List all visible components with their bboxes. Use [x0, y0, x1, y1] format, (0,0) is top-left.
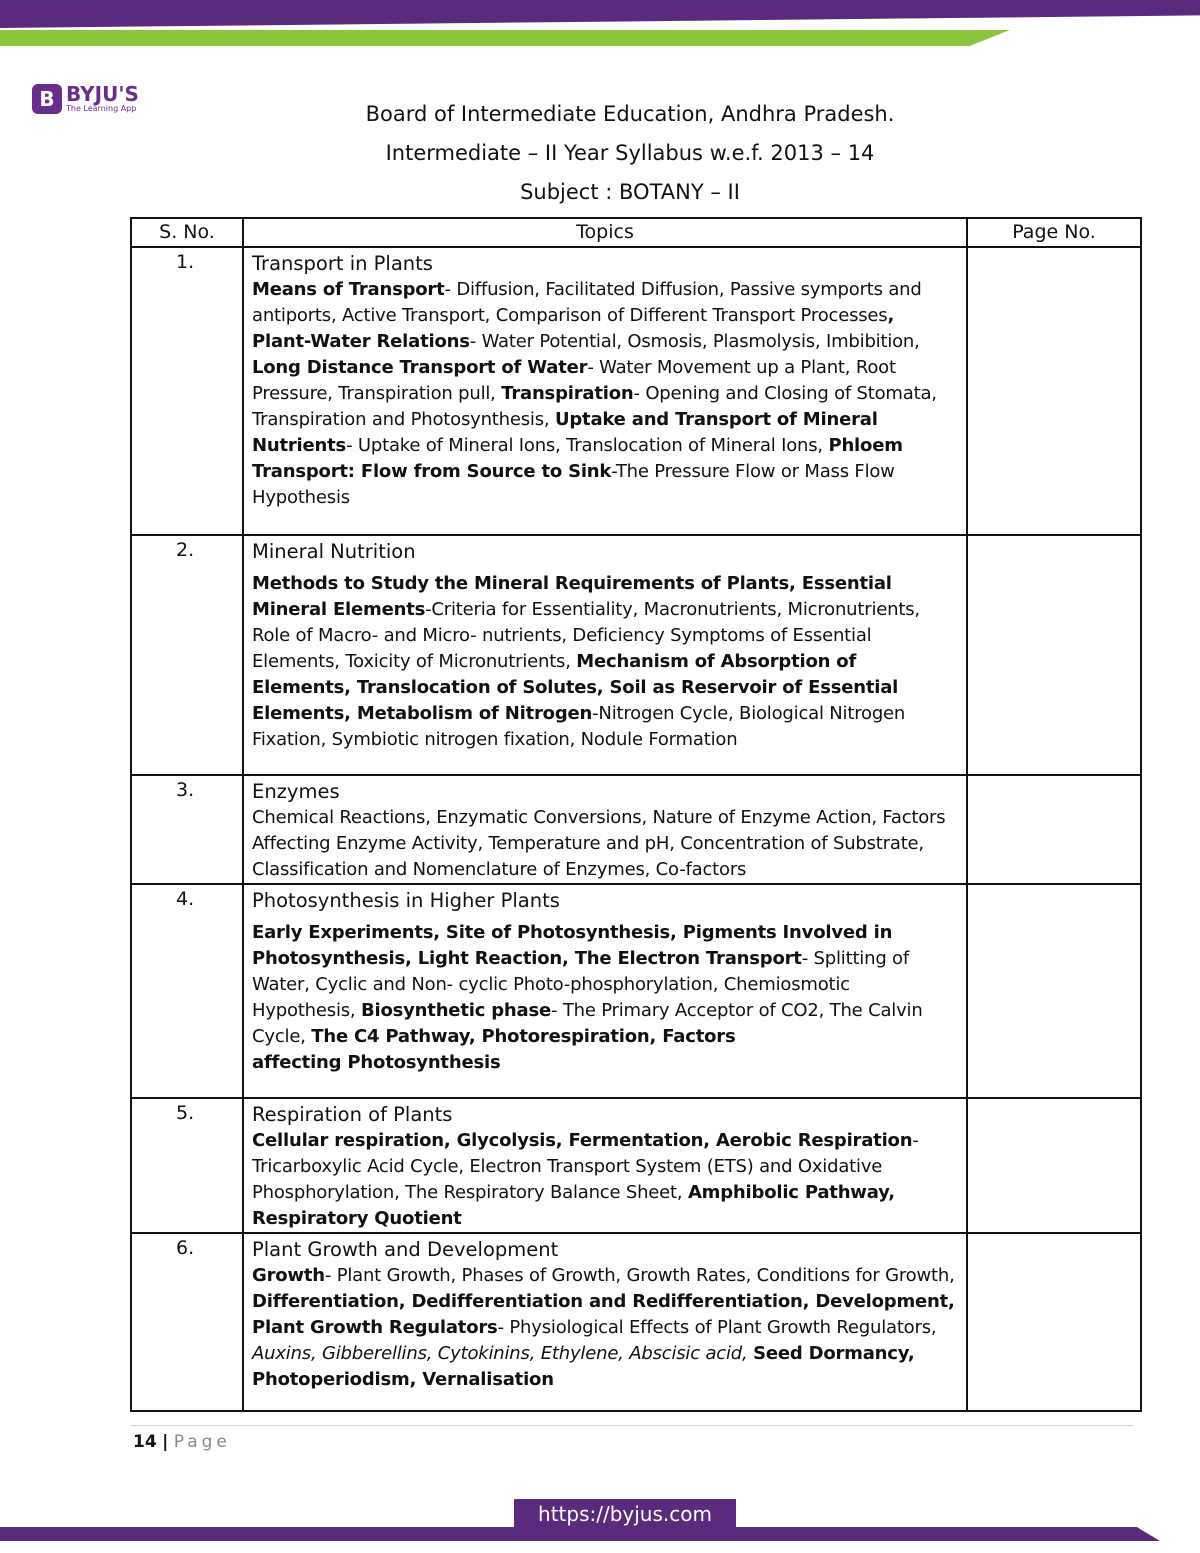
website-link[interactable]: https://byjus.com	[514, 1499, 736, 1529]
table-row	[131, 1098, 1141, 1233]
page-number-cell	[967, 1098, 1141, 1233]
board-heading: Board of Intermediate Education, Andhra Pradesh.	[365, 102, 895, 126]
topic-details: Methods to Study the Mineral Requirements of Plants, Essential Mineral Elements-Criteria for Essentiality, Macronutrients, Micronutrients, Role of Macro- and Micro- nutrients, Deficiency Symptoms of Essential Elements, Toxicity of Micronutrients, Mechanism of Absorption of Elements, Translocation of Solutes, Soil as Reservoir of Essential Elements, Metabolism of Nitrogen-Nitrogen Cycle, Biological Nitrogen Fixation, Symbiotic nitrogen fixation, Nodule Formation	[252, 573, 920, 750]
logo-mark-icon: B	[32, 84, 62, 114]
page-number-cell	[967, 535, 1141, 775]
top-green-band	[0, 30, 1010, 46]
page-number-cell	[967, 1233, 1141, 1411]
table-row	[131, 775, 1141, 884]
footer-separator: |	[162, 1432, 169, 1452]
topic-details: Chemical Reactions, Enzymatic Conversions, Nature of Enzyme Action, Factors Affecting Enzyme Activity, Temperature and pH, Concentration of Substrate, Classification and Nomenclature of Enzymes, Co-factors	[252, 807, 946, 880]
syllabus-heading: Intermediate – II Year Syllabus w.e.f. 2013 – 14	[385, 141, 875, 165]
page-footer	[133, 1432, 231, 1452]
page-label: Page	[173, 1432, 231, 1452]
logo-tagline: The Learning App	[66, 104, 137, 113]
topic-details: Early Experiments, Site of Photosynthesis, Pigments Involved in Photosynthesis, Light Reaction, The Electron Transport- Splitting of Water, Cyclic and Non- cyclic Photo-phosphorylation, Chemiosmotic Hypothesis, Biosynthetic phase- The Primary Acceptor of CO2, The Calvin Cycle, The C4 Pathway, Photorespiration, Factors affecting Photosynthesis	[252, 922, 923, 1073]
syllabus-table	[130, 217, 1142, 1412]
page-number-cell	[967, 247, 1141, 535]
subject-heading: Subject : BOTANY – II	[520, 180, 740, 204]
topic-title: Respiration of Plants	[252, 1103, 453, 1126]
table-row	[131, 1233, 1141, 1411]
table-row	[131, 247, 1141, 535]
row-number: 3.	[131, 775, 243, 884]
topic-title: Transport in Plants	[252, 252, 433, 275]
footer-divider	[130, 1425, 1134, 1426]
top-purple-band	[0, 0, 1200, 28]
topics-header: Topics	[243, 218, 967, 247]
sno-header: S. No.	[131, 218, 243, 247]
page-number: 14	[133, 1432, 157, 1452]
table-row	[131, 884, 1141, 1098]
topic-title: Mineral Nutrition	[252, 540, 416, 563]
topic-details: Cellular respiration, Glycolysis, Fermentation, Aerobic Respiration- Tricarboxylic Acid Cycle, Electron Transport System (ETS) and Oxidative Phosphorylation, The Respiratory Balance Sheet, Amphibolic Pathway, Respiratory Quotient	[252, 1130, 919, 1229]
page-header: Page No.	[967, 218, 1141, 247]
topic-details: Growth- Plant Growth, Phases of Growth, Growth Rates, Conditions for Growth, Differentiation, Dedifferentiation and Redifferentiation, Development, Plant Growth Regulators- Physiological Effects of Plant Growth Regulators, Auxins, Gibberellins, Cytokinins, Ethylene, Abscisic acid, Seed Dormancy, Photoperiodism, Vernalisation	[252, 1265, 955, 1390]
topic-title: Enzymes	[252, 780, 340, 803]
topic-title: Photosynthesis in Higher Plants	[252, 889, 560, 912]
row-number: 2.	[131, 535, 243, 775]
topic-details: Means of Transport- Diffusion, Facilitated Diffusion, Passive symports and antiports, Active Transport, Comparison of Different Transport Processes, Plant-Water Relations- Water Potential, Osmosis, Plasmolysis, Imbibition, Long Distance Transport of Water- Water Movement up a Plant, Root Pressure, Transpiration pull, Transpiration- Opening and Closing of Stomata, Transpiration and Photosynthesis, Uptake and Transport of Mineral Nutrients- Uptake of Mineral Ions, Translocation of Mineral Ions, Phloem Transport: Flow from Source to Sink-The Pressure Flow or Mass Flow Hypothesis	[252, 279, 937, 508]
logo-name: BYJU'S	[66, 82, 139, 106]
row-number: 1.	[131, 247, 243, 535]
page-number-cell	[967, 775, 1141, 884]
row-number: 5.	[131, 1098, 243, 1233]
page-number-cell	[967, 884, 1141, 1098]
table-row	[131, 535, 1141, 775]
row-number: 6.	[131, 1233, 243, 1411]
row-number: 4.	[131, 884, 243, 1098]
table-header-row	[131, 218, 1141, 247]
topic-title: Plant Growth and Development	[252, 1238, 559, 1261]
bottom-purple-band	[0, 1527, 1160, 1541]
